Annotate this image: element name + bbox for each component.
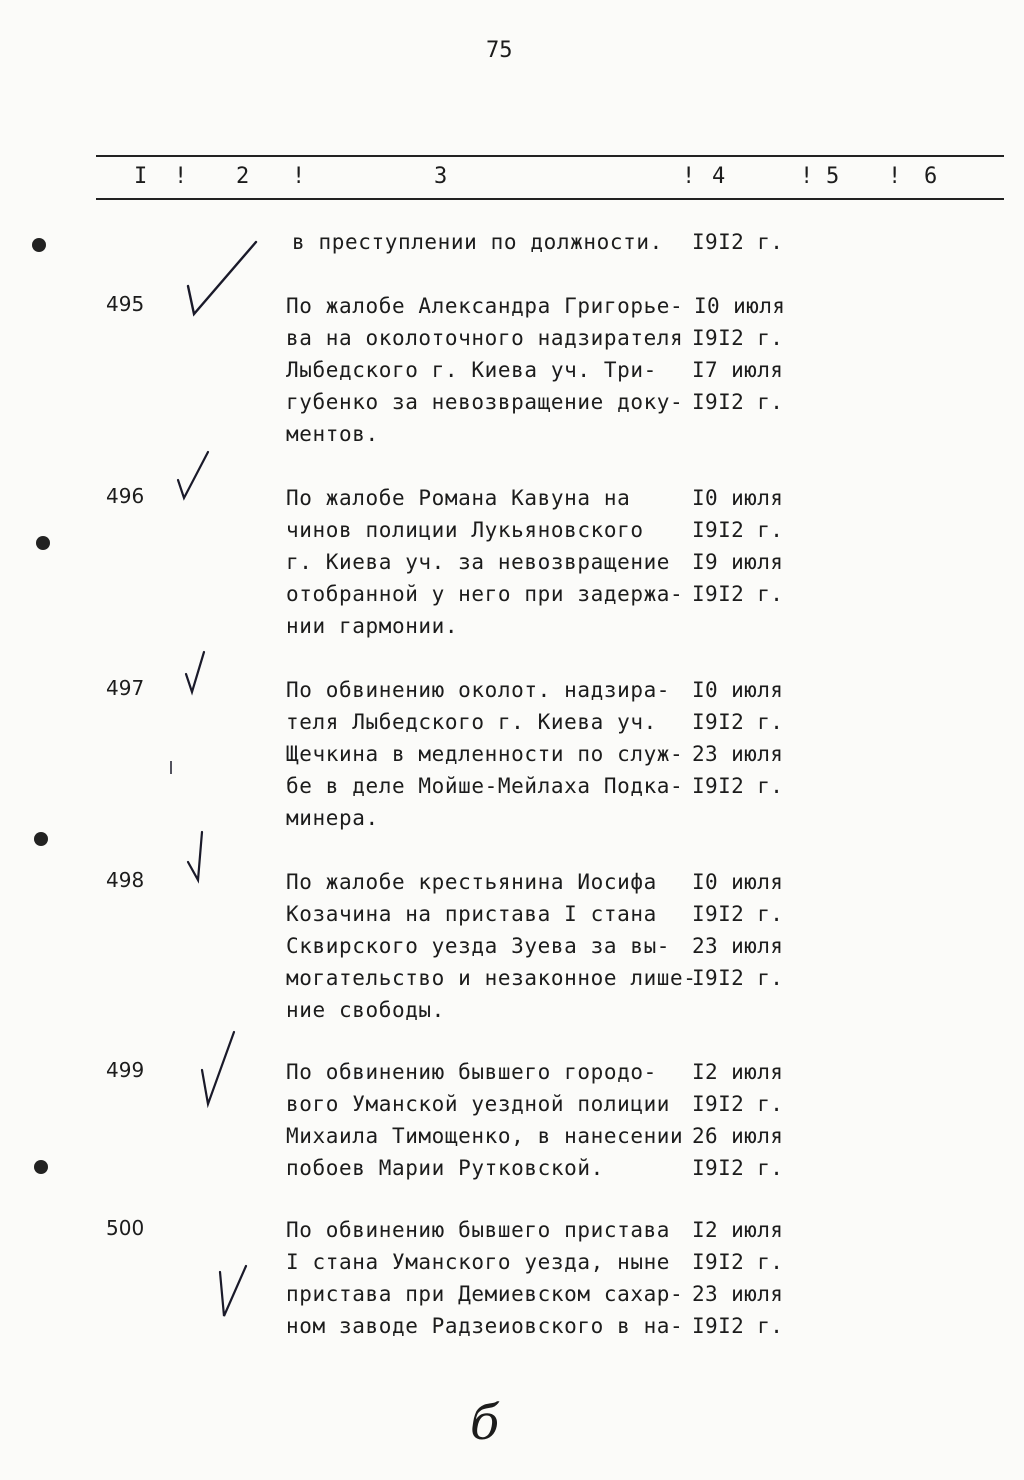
- entry-date-start: I0 июля: [692, 486, 784, 510]
- column-header-2: 2: [236, 164, 250, 189]
- table-header-top-rule: [96, 155, 1004, 157]
- table-header-bottom-rule: [96, 198, 1004, 200]
- column-separator: !: [888, 164, 902, 189]
- entry-text-line: ментов.: [286, 422, 379, 446]
- punch-hole-icon: [34, 832, 48, 846]
- entry-text-line: Лыбедского г. Киева уч. Три-: [286, 358, 657, 382]
- entry-date-start: I0 июля: [694, 294, 786, 318]
- handwritten-note: б: [470, 1395, 500, 1451]
- entry-date-start: I2 июля: [692, 1218, 784, 1242]
- checkmark-icon: [196, 1030, 240, 1110]
- punch-hole-icon: [32, 238, 46, 252]
- entry-number: 497: [106, 676, 145, 700]
- entry-date-end: I7 июля: [692, 358, 784, 382]
- entry-date-end-year: I9I2 г.: [692, 774, 784, 798]
- entry-text-line: ном заводе Радзеиовского в на-: [286, 1314, 684, 1338]
- entry-text-line: ние свободы.: [286, 998, 445, 1022]
- column-header-1: I: [134, 164, 148, 189]
- entry-date-end: 23 июля: [692, 1282, 784, 1306]
- checkmark-icon: [174, 450, 214, 510]
- column-separator: !: [174, 164, 188, 189]
- entry-date-start-year: I9I2 г.: [692, 1092, 784, 1116]
- entry-text-line: чинов полиции Лукьяновского: [286, 518, 644, 542]
- pen-mark-icon: [168, 760, 174, 776]
- entry-date-start-year: I9I2 г.: [692, 1250, 784, 1274]
- entry-text-line: отобранной у него при задержа-: [286, 582, 684, 606]
- column-header-6: 6: [924, 164, 938, 189]
- column-header-3: 3: [434, 164, 448, 189]
- entry-text-line: Михаила Тимощенко, в нанесении: [286, 1124, 684, 1148]
- checkmark-icon: [212, 1262, 252, 1322]
- checkmark-icon: [184, 830, 214, 886]
- entry-date-end-year: I9I2 г.: [692, 1314, 784, 1338]
- column-separator: !: [682, 164, 696, 189]
- entry-date-end-year: I9I2 г.: [692, 966, 784, 990]
- entry-text-line: могательство и незаконное лише-: [286, 966, 697, 990]
- checkmark-icon: [180, 648, 210, 698]
- entry-date-end: 23 июля: [692, 934, 784, 958]
- entry-text-line: По обвинению околот. надзира-: [286, 678, 671, 702]
- entry-text-line: I стана Уманского уезда, ныне: [286, 1250, 671, 1274]
- column-header-4: 4: [712, 164, 726, 189]
- entry-date-end-year: I9I2 г.: [692, 390, 784, 414]
- entry-date-start-year: I9I2 г.: [692, 710, 784, 734]
- checkmark-icon: [180, 238, 260, 318]
- entry-date-start-year: I9I2 г.: [692, 902, 784, 926]
- entry-number: 499: [106, 1058, 145, 1082]
- entry-date-end: 23 июля: [692, 742, 784, 766]
- punch-hole-icon: [36, 536, 50, 550]
- entry-text-line: побоев Марии Рутковской.: [286, 1156, 604, 1180]
- entry-number: 495: [106, 292, 145, 316]
- entry-number: 498: [106, 868, 145, 892]
- entry-text-line: теля Лыбедского г. Киева уч.: [286, 710, 657, 734]
- column-separator: !: [800, 164, 814, 189]
- page-number: 75: [486, 38, 513, 63]
- entry-number: 500: [106, 1216, 145, 1240]
- entry-date-end-year: I9I2 г.: [692, 1156, 784, 1180]
- entry-date-start: I2 июля: [692, 1060, 784, 1084]
- entry-text-line: минера.: [286, 806, 379, 830]
- entry-date-start: I0 июля: [692, 678, 784, 702]
- entry-text-line: Щечкина в медленности по служ-: [286, 742, 684, 766]
- entry-number: 496: [106, 484, 145, 508]
- entry-text-line: Сквирского уезда Зуева за вы-: [286, 934, 671, 958]
- entry-text-line: нии гармонии.: [286, 614, 459, 638]
- column-header-5: 5: [826, 164, 840, 189]
- punch-hole-icon: [34, 1160, 48, 1174]
- entry-date-start: I0 июля: [692, 870, 784, 894]
- entry-text-line: г. Киева уч. за невозвращение: [286, 550, 671, 574]
- entry-date-end-year: I9I2 г.: [692, 582, 784, 606]
- continuation-date: I9I2 г.: [692, 230, 784, 254]
- entry-date-end: I9 июля: [692, 550, 784, 574]
- entry-text-line: По обвинению бывшего пристава: [286, 1218, 671, 1242]
- continuation-text: в преступлении по должности.: [292, 230, 663, 254]
- entry-text-line: По обвинению бывшего городо-: [286, 1060, 657, 1084]
- entry-text-line: вого Уманской уездной полиции: [286, 1092, 671, 1116]
- entry-text-line: ва на околоточного надзирателя: [286, 326, 684, 350]
- entry-text-line: Козачина на пристава I стана: [286, 902, 657, 926]
- entry-date-end: 26 июля: [692, 1124, 784, 1148]
- entry-text-line: По жалобе крестьянина Иосифа: [286, 870, 657, 894]
- entry-text-line: пристава при Демиевском сахар-: [286, 1282, 684, 1306]
- entry-text-line: бе в деле Мойше-Мейлаха Подка-: [286, 774, 684, 798]
- entry-date-start-year: I9I2 г.: [692, 518, 784, 542]
- column-separator: !: [292, 164, 306, 189]
- entry-text-line: По жалобе Александра Григорье-: [286, 294, 684, 318]
- entry-text-line: губенко за невозвращение доку-: [286, 390, 684, 414]
- entry-date-start-year: I9I2 г.: [692, 326, 784, 350]
- entry-text-line: По жалобе Романа Кавуна на: [286, 486, 631, 510]
